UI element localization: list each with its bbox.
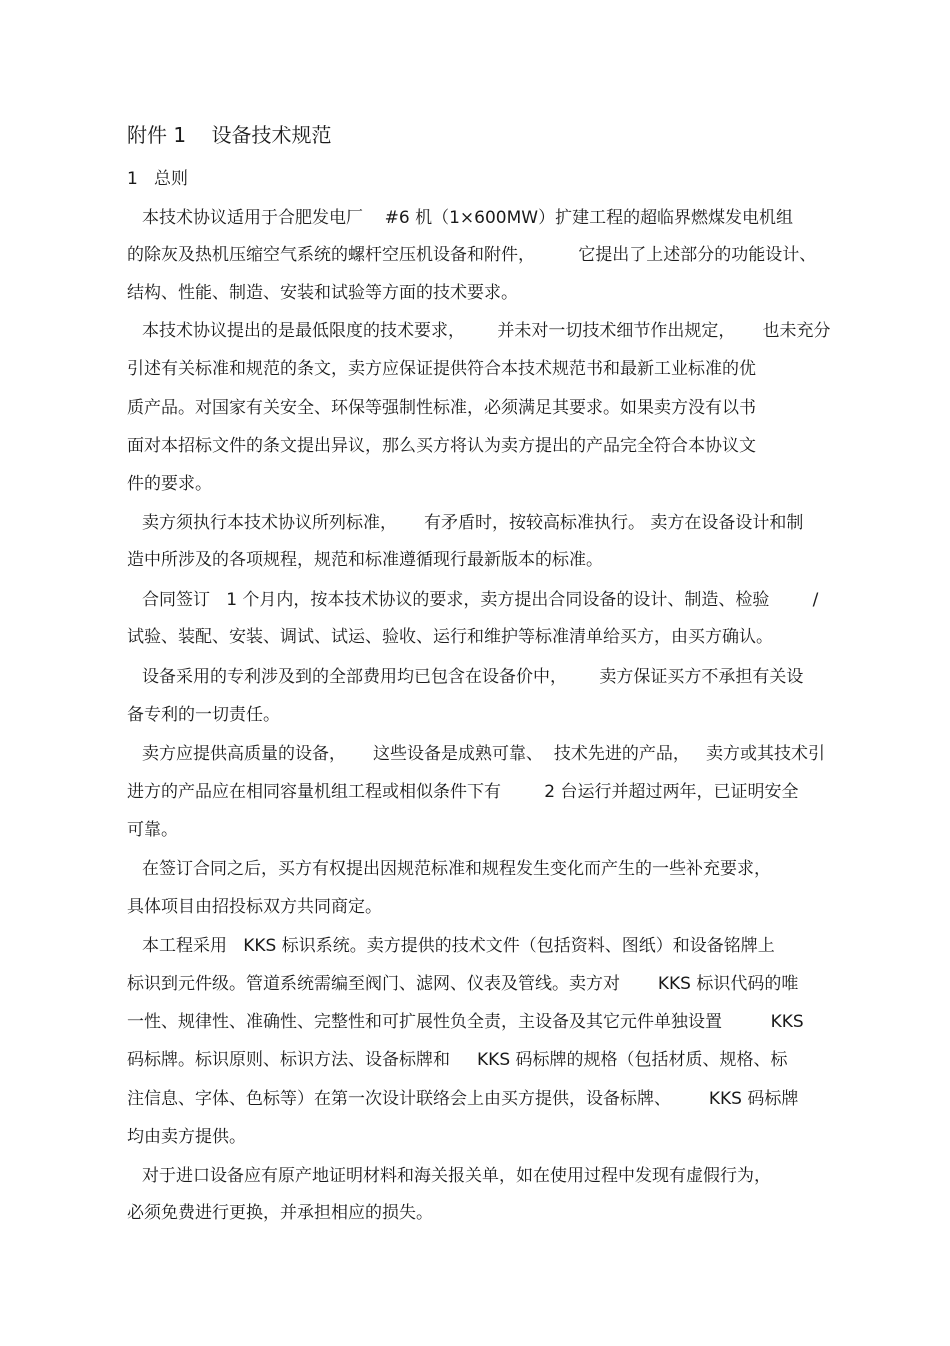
paragraph-line: 可靠。 [127, 820, 178, 840]
paragraph-line: 试验、装配、安装、调试、试运、验收、运行和维护等标准清单给买方，由买方确认。 [127, 627, 773, 647]
paragraph-line: 本工程采用 KKS 标识系统。卖方提供的技术文件（包括资料、图纸）和设备铭牌上 [142, 936, 775, 956]
paragraph-line: 必须免费进行更换，并承担相应的损失。 [127, 1203, 433, 1223]
paragraph-line: 均由卖方提供。 [127, 1127, 246, 1147]
paragraph-line: 在签订合同之后，买方有权提出因规范标准和规程发生变化而产生的一些补充要求， [142, 859, 771, 879]
paragraph-line: 卖方应提供高质量的设备， 这些设备是成熟可靠、 技术先进的产品， 卖方或其技术引 [142, 744, 826, 764]
paragraph-line: 件的要求。 [127, 474, 212, 494]
paragraph-line: 备专利的一切责任。 [127, 705, 280, 725]
paragraph-line: 造中所涉及的各项规程，规范和标准遵循现行最新版本的标准。 [127, 550, 603, 570]
paragraph-line: 本技术协议提出的是最低限度的技术要求， 并未对一切技术细节作出规定， 也未充分 [142, 321, 831, 341]
paragraph-line: 设备采用的专利涉及到的全部费用均已包含在设备价中， 卖方保证买方不承担有关设 [142, 667, 804, 687]
document-title: 附件 1 设备技术规范 [127, 123, 332, 147]
paragraph-line: 具体项目由招投标双方共同商定。 [127, 897, 382, 917]
paragraph-line: 标识到元件级。管道系统需编至阀门、滤网、仪表及管线。卖方对 KKS 标识代码的唯 [127, 974, 799, 994]
paragraph-line: 卖方须执行本技术协议所列标准， 有矛盾时，按较高标准执行。 卖方在设备设计和制 [142, 513, 804, 533]
paragraph-line: 注信息、字体、色标等）在第一次设计联络会上由买方提供，设备标牌、 KKS 码标牌 [127, 1089, 799, 1109]
paragraph-line: 本技术协议适用于合肥发电厂 #6 机（1×600MW）扩建工程的超临界燃煤发电机组 [142, 208, 794, 228]
paragraph-line: 码标牌。标识原则、标识方法、设备标牌和 KKS 码标牌的规格（包括材质、规格、标 [127, 1050, 788, 1070]
paragraph-line: 的除灰及热机压缩空气系统的螺杆空压机设备和附件， 它提出了上述部分的功能设计、 [127, 245, 817, 265]
paragraph-line: 质产品。对国家有关安全、环保等强制性标准，必须满足其要求。如果卖方没有以书 [127, 398, 756, 418]
paragraph-line: 对于进口设备应有原产地证明材料和海关报关单，如在使用过程中发现有虚假行为， [142, 1166, 771, 1186]
paragraph-line: 合同签订 1 个月内，按本技术协议的要求，卖方提出合同设备的设计、制造、检验 / [142, 590, 819, 610]
section-heading: 1 总则 [127, 169, 189, 189]
paragraph-line: 结构、性能、制造、安装和试验等方面的技术要求。 [127, 283, 518, 303]
paragraph-line: 一性、规律性、准确性、完整性和可扩展性负全责，主设备及其它元件单独设置 KKS [127, 1012, 804, 1032]
paragraph-line: 引述有关标准和规范的条文，卖方应保证提供符合本技术规范书和最新工业标准的优 [127, 359, 756, 379]
paragraph-line: 进方的产品应在相同容量机组工程或相似条件下有 2 台运行并超过两年，已证明安全 [127, 782, 799, 802]
paragraph-line: 面对本招标文件的条文提出异议，那么买方将认为卖方提出的产品完全符合本协议文 [127, 436, 756, 456]
